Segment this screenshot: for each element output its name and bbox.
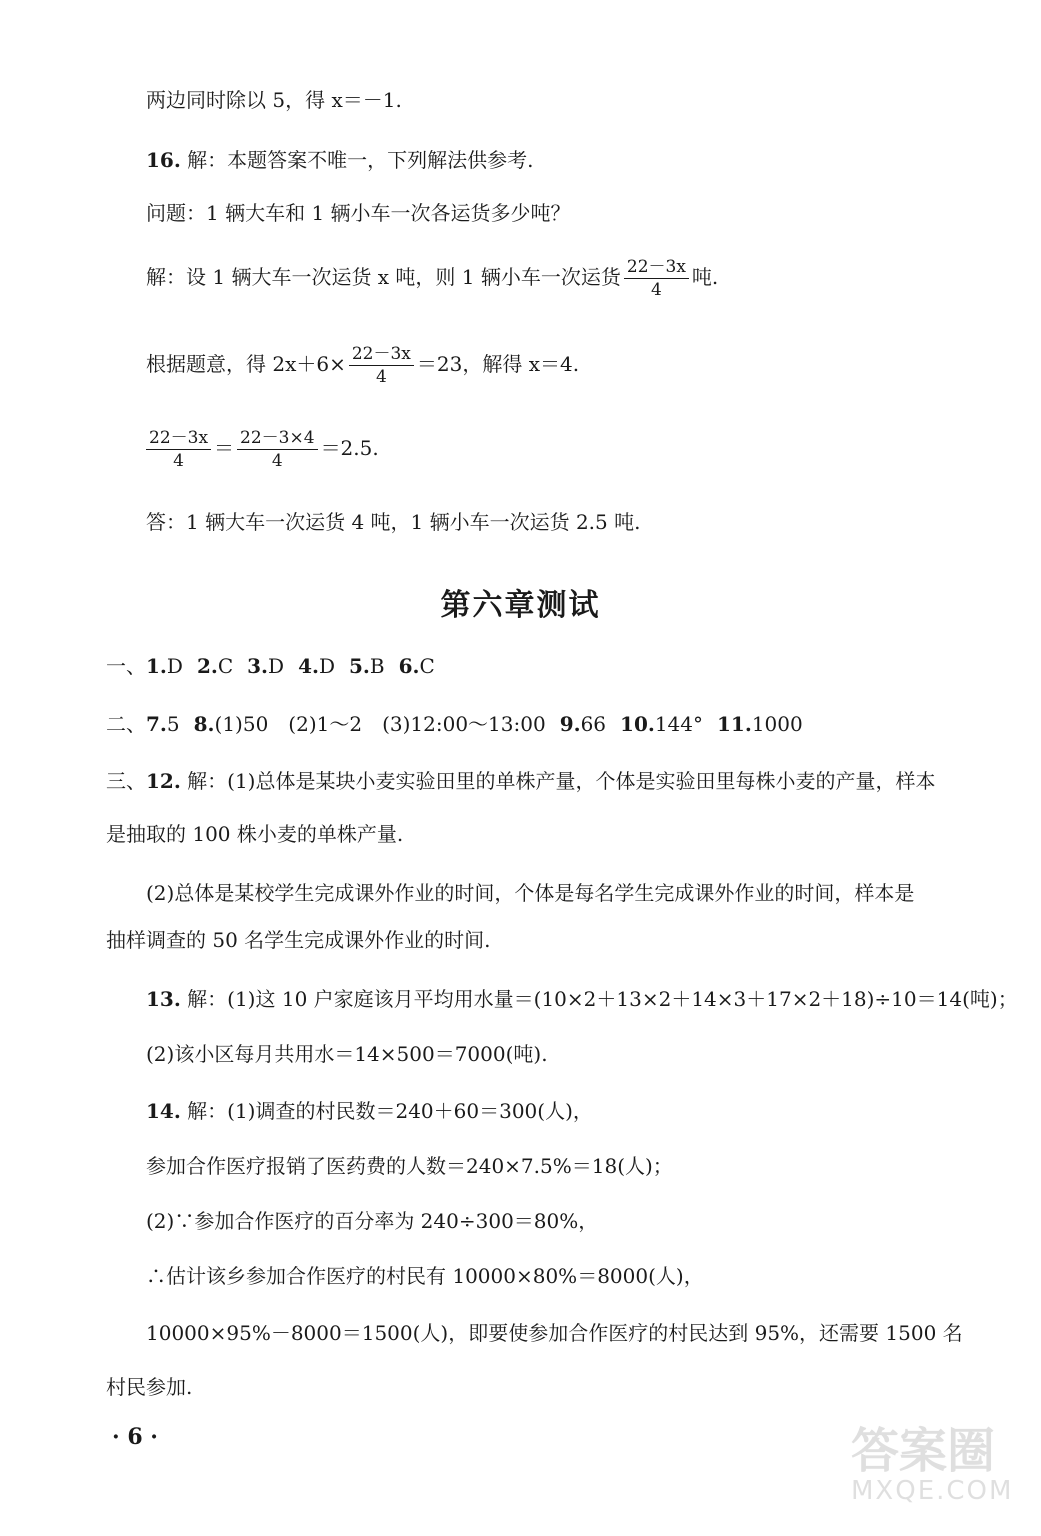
- line-text: 参加合作医疗报销了医药费的人数＝240×7.5%＝18(人)；: [146, 1154, 673, 1178]
- question-number: 14.: [146, 1099, 181, 1123]
- question-number: 2.: [196, 654, 218, 678]
- chapter-heading: 第六章测试: [440, 588, 601, 623]
- problem-13-line-2: [146, 1040, 548, 1068]
- fraction-numerator: 22－3x: [146, 427, 211, 450]
- fraction-numerator: 22－3x: [624, 256, 689, 279]
- answer: C: [419, 654, 435, 678]
- line-text: (2)总体是某校学生完成课外作业的时间，个体是每名学生完成课外作业的时间，样本是: [146, 881, 915, 905]
- fraction-denominator: 4: [650, 280, 662, 300]
- answer: D: [318, 654, 336, 678]
- section-prefix: 一、: [106, 654, 146, 678]
- text-line-with-fraction: [146, 343, 579, 388]
- line-text: ＝23，解得 x＝4.: [416, 352, 580, 376]
- answer: 144°: [654, 712, 704, 736]
- answer: 5: [166, 712, 180, 736]
- problem-12-line-1: [106, 767, 935, 795]
- fraction-denominator: 4: [271, 451, 283, 471]
- text-line-with-fraction: [146, 256, 718, 301]
- fraction: [146, 427, 211, 472]
- question-number: 6.: [398, 654, 420, 678]
- text-line: [146, 508, 640, 536]
- fraction: [349, 343, 414, 388]
- line-text: 解：(1)这 10 户家庭该月平均用水量＝(10×2＋13×2＋14×3＋17×2＋18)÷10＝14(吨)；: [180, 987, 1018, 1011]
- question-number: 7.: [146, 712, 167, 736]
- question-number: 8.: [193, 712, 215, 736]
- watermark-main: 答案圈: [851, 1423, 996, 1479]
- problem-12-line-4: [106, 926, 491, 954]
- line-text: ＝: [214, 436, 235, 460]
- watermark-logo: [851, 1423, 1014, 1516]
- section-prefix: 二、: [106, 712, 146, 736]
- section-prefix: 三、: [106, 769, 146, 793]
- fraction-denominator: 4: [173, 451, 184, 471]
- text-line: [146, 86, 402, 114]
- question-number: 10.: [620, 712, 655, 736]
- problem-14-line-4: [146, 1262, 704, 1290]
- problem-14-line-2: [146, 1152, 673, 1180]
- line-text: ＝2.5.: [320, 436, 379, 460]
- line-text: 抽样调查的 50 名学生完成课外作业的时间.: [106, 928, 491, 952]
- line-text: 吨.: [691, 265, 719, 289]
- line-text: 10000×95%－8000＝1500(人)，即要使参加合作医疗的村民达到 95%，还需要 1500 名: [146, 1321, 963, 1345]
- line-text: 村民参加.: [106, 1375, 193, 1399]
- fraction-denominator: 4: [375, 367, 387, 387]
- question-number: 5.: [349, 654, 370, 678]
- problem-14-line-6: [106, 1373, 192, 1401]
- answer: B: [369, 654, 385, 678]
- line-text: (2)∵参加合作医疗的百分率为 240÷300＝80%，: [146, 1209, 599, 1233]
- problem-16-header: [146, 146, 534, 174]
- fraction-numerator: 22－3x: [349, 343, 414, 366]
- line-text: 两边同时除以 5，得 x＝－1.: [146, 88, 402, 112]
- line-text: 解：(1)总体是某块小麦实验田里的单株产量，个体是实验田里每株小麦的产量，样本: [180, 769, 936, 793]
- line-text: 解：(1)调查的村民数＝240＋60＝300(人)，: [180, 1099, 593, 1123]
- problem-13-line-1: [146, 985, 1018, 1013]
- answer: 1000: [751, 712, 803, 736]
- line-text: ∴估计该乡参加合作医疗的村民有 10000×80%＝8000(人)，: [146, 1264, 704, 1288]
- problem-12-line-2: [106, 820, 403, 848]
- line-text: 答：1 辆大车一次运货 4 吨，1 辆小车一次运货 2.5 吨.: [146, 510, 641, 534]
- fraction: [624, 256, 689, 301]
- line-text: 是抽取的 100 株小麦的单株产量.: [106, 822, 404, 846]
- answer: D: [166, 654, 183, 678]
- answer: (1)50 (2)1～2 (3)12:00～13:00: [214, 712, 546, 736]
- watermark-sub: MXQE.COM: [851, 1476, 1014, 1506]
- section-2-answers: [106, 710, 803, 738]
- question-number: 12.: [146, 769, 181, 793]
- problem-14-line-3: [146, 1207, 598, 1235]
- problem-14-line-1: [146, 1097, 593, 1125]
- fraction-numerator: 22－3×4: [237, 427, 318, 450]
- fraction: [237, 427, 318, 472]
- question-number: 9.: [559, 712, 581, 736]
- answer: D: [268, 654, 285, 678]
- question-number: 1.: [146, 654, 167, 678]
- question-number: 11.: [717, 712, 752, 736]
- line-text: 解：本题答案不唯一，下列解法供参考.: [180, 148, 534, 172]
- line-text: 根据题意，得 2x＋6×: [146, 352, 346, 376]
- section-1-answers: [106, 652, 435, 680]
- question-number: 3.: [247, 654, 269, 678]
- answer: 66: [580, 712, 607, 736]
- page-number: · 6 ·: [112, 1424, 158, 1450]
- question-number: 4.: [298, 654, 319, 678]
- problem-12-line-3: [146, 879, 914, 907]
- line-text: 解：设 1 辆大车一次运货 x 吨，则 1 辆小车一次运货: [146, 265, 621, 289]
- question-number: 13.: [146, 987, 181, 1011]
- question-number: 16.: [146, 148, 181, 172]
- text-line-with-fraction: [146, 427, 379, 472]
- line-text: 问题：1 辆大车和 1 辆小车一次各运货多少吨？: [146, 201, 571, 225]
- line-text: (2)该小区每月共用水＝14×500＝7000(吨).: [146, 1042, 548, 1066]
- answer: C: [217, 654, 234, 678]
- problem-14-line-5: [146, 1319, 963, 1347]
- text-line: [146, 199, 571, 227]
